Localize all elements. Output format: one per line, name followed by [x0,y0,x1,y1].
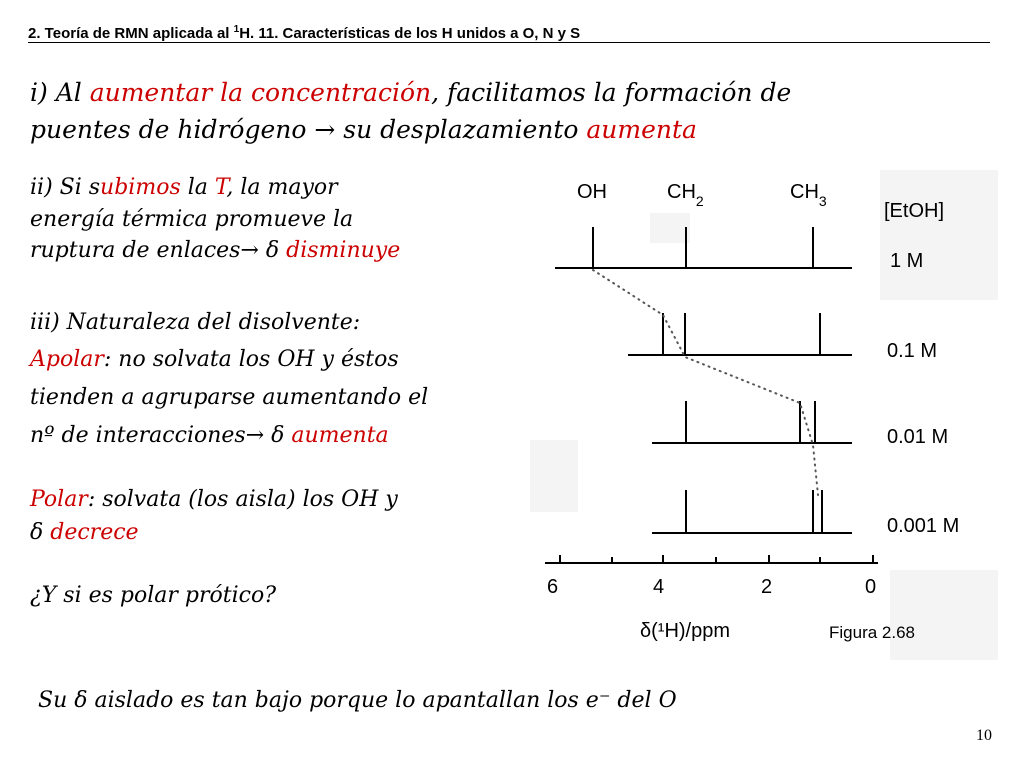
para-iii-line2: Apolar: no solvata los OH y éstos [30,347,399,372]
slide-title: 2. Teoría de RMN aplicada al $^1$H. 11. Características de los H unidos a O, N y S [28,24,581,42]
conc-label-1: 1 M [890,250,924,272]
title-rule [28,42,990,43]
conc-label-3: 0.01 M [887,426,949,448]
para-i-line1: i) Al aumentar la concentración, facilitamos la formación de [30,78,792,107]
spectrum-0.001M [652,490,852,533]
axis-tick-6: 6 [547,576,559,598]
para-iii-line3: tienden a agruparse aumentando el [30,385,429,410]
figure-bg-patch [880,170,998,300]
conc-label-4: 0.001 M [887,515,960,537]
conc-header: [EtOH] [884,200,945,222]
page-number: 10 [976,727,992,744]
nmr-spectra-figure [530,165,1000,665]
peak-label-ch2: $CH_2$ [667,181,704,209]
spectrum-0.1M [628,313,852,355]
figure-bg-patch [530,440,578,512]
para-ii-line1: ii) Si subimos la T, la mayor [30,175,338,200]
para-ii-line2: energía térmica promueve la [30,207,354,232]
para-polar-line1: Polar: solvata (los aisla) los OH y [30,487,398,512]
para-i-line2: puentes de hidrógeno → su desplazamiento aumenta [30,115,697,144]
ppm-axis [545,555,878,563]
oh-shift-trace [593,270,818,495]
para-iii-line1: iii) Naturaleza del disolvente: [30,310,361,335]
axis-tick-0: 0 [865,576,877,598]
axis-tick-4: 4 [653,576,665,598]
para-iii-line4: nº de interacciones→ δ aumenta [30,423,389,448]
conc-label-2: 0.1 M [887,340,938,362]
peak-label-ch3: $CH_3$ [790,181,827,209]
figure-bg-patch [890,570,998,660]
spectrum-0.01M [652,401,852,443]
question-text: ¿Y si es polar prótico? [30,583,277,608]
axis-label: δ(¹H)/ppm [640,620,731,642]
para-ii-line3: ruptura de enlaces→ δ disminuye [30,238,401,263]
axis-tick-2: 2 [761,576,773,598]
figure-caption: Figura 2.68 [829,623,915,642]
spectrum-1M [555,227,852,268]
figure-bg-patch [650,213,690,243]
para-polar-line2: δ decrece [30,520,139,545]
footer-note: Su δ aislado es tan bajo porque lo apantallan los e⁻ del O [38,688,677,713]
peak-label-oh: OH [577,181,607,203]
